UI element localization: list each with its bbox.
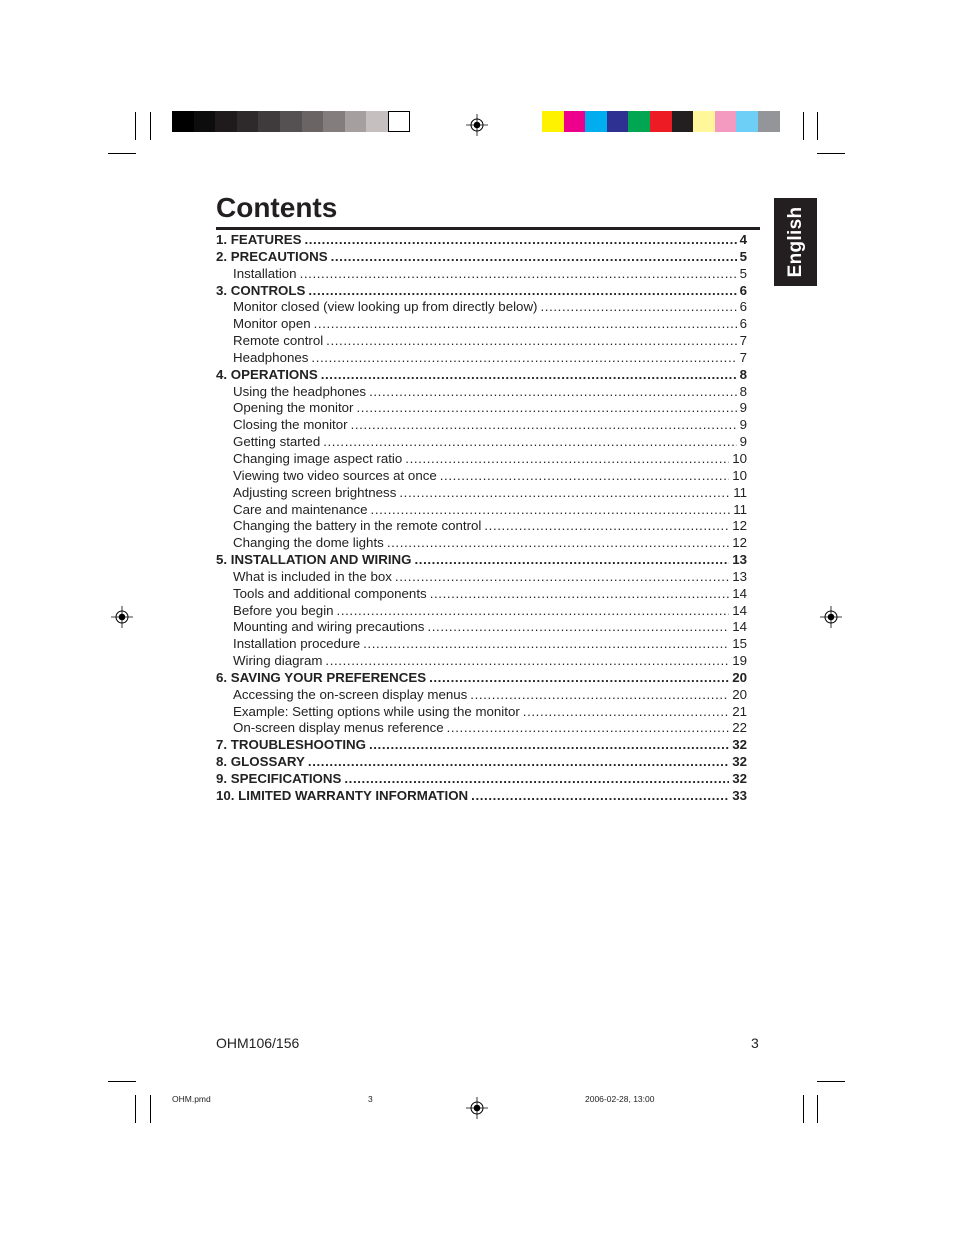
registration-mark-icon [466, 114, 488, 136]
toc-page: 33 [732, 787, 747, 803]
toc-leader [369, 384, 737, 401]
toc-label: Headphones [233, 349, 309, 365]
toc-page: 32 [732, 737, 747, 753]
footer-model: OHM106/156 [216, 1035, 300, 1051]
crop-mark [817, 153, 845, 154]
crop-mark [803, 112, 804, 140]
toc-section [216, 670, 747, 687]
toc-section [216, 249, 747, 266]
toc-label: Wiring diagram [233, 653, 323, 669]
language-tab-label: English [784, 206, 806, 278]
toc-page: 10 [732, 450, 747, 466]
toc-section [216, 367, 747, 384]
crop-mark [135, 112, 136, 140]
toc-label: Monitor open [233, 316, 311, 332]
registration-mark-icon [820, 606, 842, 628]
toc-leader [321, 367, 737, 384]
toc-leader [430, 586, 730, 603]
toc-label: 8. GLOSSARY [216, 754, 305, 770]
toc-page: 9 [739, 400, 747, 416]
crop-mark [108, 153, 136, 154]
toc-page: 11 [733, 484, 747, 500]
toc-entry [216, 586, 747, 603]
crop-mark [817, 1095, 818, 1123]
slug-timestamp: 2006-02-28, 13:00 [585, 1094, 655, 1104]
color-swatch [194, 111, 216, 132]
color-swatch [172, 111, 194, 132]
color-swatch [280, 111, 302, 132]
slug-page: 3 [368, 1094, 373, 1104]
toc-entry [216, 502, 747, 519]
slug-file: OHM.pmd [172, 1094, 211, 1104]
toc-leader [308, 283, 736, 300]
toc-label: What is included in the box [233, 568, 392, 584]
toc-leader [471, 788, 729, 805]
toc-entry [216, 720, 747, 737]
crop-mark [108, 1081, 136, 1082]
toc-page: 32 [732, 754, 747, 770]
toc-page: 13 [732, 552, 747, 568]
toc-label: Changing image aspect ratio [233, 450, 403, 466]
toc-leader [308, 754, 729, 771]
toc-entry [216, 333, 747, 350]
color-swatch [736, 111, 758, 132]
toc-label: 4. OPERATIONS [216, 366, 318, 382]
toc-leader [395, 569, 729, 586]
toc-label: Tools and additional components [233, 585, 427, 601]
color-swatch [302, 111, 324, 132]
toc-leader [369, 737, 729, 754]
color-swatch [672, 111, 694, 132]
toc-leader [484, 518, 729, 535]
toc-label: Closing the monitor [233, 417, 348, 433]
toc-leader [314, 316, 737, 333]
toc-page: 9 [739, 417, 747, 433]
toc-section [216, 737, 747, 754]
toc-leader [304, 232, 736, 249]
toc-leader [300, 266, 737, 283]
toc-label: Installation procedure [233, 636, 361, 652]
toc-section [216, 552, 747, 569]
toc-section [216, 283, 747, 300]
crop-mark [135, 1095, 136, 1123]
toc-page: 7 [739, 333, 747, 349]
toc-entry [216, 636, 747, 653]
toc-label: Installation [233, 265, 297, 281]
toc-section [216, 771, 747, 788]
toc-page: 9 [739, 434, 747, 450]
toc-page: 14 [732, 602, 747, 618]
color-swatch [585, 111, 607, 132]
toc-label: 7. TROUBLESHOOTING [216, 737, 366, 753]
toc-leader [323, 434, 736, 451]
color-swatch [650, 111, 672, 132]
toc-page: 8 [739, 366, 747, 382]
toc-label: Using the headphones [233, 383, 367, 399]
toc-label: Care and maintenance [233, 501, 368, 517]
toc-leader [540, 299, 736, 316]
toc-entry [216, 687, 747, 704]
color-swatch [388, 111, 410, 132]
toc-label: 10. LIMITED WARRANTY INFORMATION [216, 787, 469, 803]
toc-leader [470, 687, 729, 704]
toc-entry [216, 653, 747, 670]
toc-entry [216, 603, 747, 620]
toc-leader [523, 704, 729, 721]
toc-entry [216, 451, 747, 468]
toc-page: 22 [732, 720, 747, 736]
toc-entry [216, 316, 747, 333]
toc-label: Opening the monitor [233, 400, 354, 416]
toc-leader [429, 670, 729, 687]
toc-label: 1. FEATURES [216, 232, 302, 247]
toc-label: 2. PRECAUTIONS [216, 248, 328, 264]
toc-entry [216, 619, 747, 636]
toc-page: 14 [732, 585, 747, 601]
toc-page: 5 [739, 265, 747, 281]
toc-page: 32 [732, 771, 747, 786]
crop-mark [150, 112, 151, 140]
toc-entry [216, 350, 747, 367]
crop-mark [150, 1095, 151, 1123]
toc-leader [356, 400, 736, 417]
toc-page: 19 [732, 653, 747, 669]
toc-entry [216, 704, 747, 721]
toc-entry [216, 434, 747, 451]
page-title: Contents [216, 192, 338, 223]
toc-entry [216, 569, 747, 586]
toc-label: 5. INSTALLATION AND WIRING [216, 552, 412, 568]
color-swatch [237, 111, 259, 132]
toc-leader [326, 333, 736, 350]
color-swatch [323, 111, 345, 132]
toc-entry [216, 266, 747, 283]
toc-page: 6 [739, 316, 747, 332]
language-tab [774, 198, 817, 286]
toc-entry [216, 518, 747, 535]
toc-leader [427, 619, 729, 636]
color-swatch [715, 111, 737, 132]
color-swatch [628, 111, 650, 132]
toc-label: Changing the battery in the remote control [233, 518, 482, 534]
toc-leader [337, 603, 730, 620]
toc-label: Mounting and wiring precautions [233, 619, 425, 635]
color-swatch [693, 111, 715, 132]
toc-leader [344, 771, 729, 788]
toc-leader [405, 451, 729, 468]
toc-label: On-screen display menus reference [233, 720, 444, 736]
toc-page: 20 [732, 669, 747, 685]
color-swatch [366, 111, 388, 132]
toc-label: Example: Setting options while using the monitor [233, 703, 520, 719]
toc-label: Before you begin [233, 602, 334, 618]
color-swatch [215, 111, 237, 132]
toc-section [216, 788, 747, 805]
toc-leader [399, 485, 730, 502]
toc-page: 7 [739, 349, 747, 365]
toc-page: 12 [732, 535, 747, 551]
toc-label: 9. SPECIFICATIONS [216, 771, 342, 786]
toc-section [216, 232, 747, 249]
toc-label: Monitor closed (view looking up from directly below) [233, 299, 538, 315]
toc-page: 12 [732, 518, 747, 534]
toc-page: 13 [732, 568, 747, 584]
toc-leader [387, 535, 729, 552]
toc-entry [216, 468, 747, 485]
color-swatch [345, 111, 367, 132]
toc-leader [351, 417, 737, 434]
toc-leader [325, 653, 729, 670]
toc-label: Viewing two video sources at once [233, 467, 437, 483]
toc-leader [440, 468, 729, 485]
footer-page-number: 3 [751, 1035, 759, 1051]
toc-leader [331, 249, 737, 266]
title-rule [216, 227, 760, 230]
toc-page: 14 [732, 619, 747, 635]
toc-label: Getting started [233, 434, 321, 450]
toc-page: 6 [739, 282, 747, 298]
toc-page: 10 [732, 467, 747, 483]
toc-page: 11 [733, 501, 747, 517]
toc-label: Remote control [233, 333, 324, 349]
color-swatch [758, 111, 780, 132]
color-swatch [607, 111, 629, 132]
crop-mark [803, 1095, 804, 1123]
toc-page: 5 [739, 248, 747, 264]
toc-leader [447, 720, 730, 737]
toc-entry [216, 299, 747, 316]
color-swatch [564, 111, 586, 132]
color-swatch [542, 111, 564, 132]
crop-mark [817, 112, 818, 140]
toc-leader [415, 552, 730, 569]
toc-entry [216, 417, 747, 434]
crop-mark [817, 1081, 845, 1082]
toc-page: 6 [739, 299, 747, 315]
toc-page: 8 [739, 383, 747, 399]
toc-label: 3. CONTROLS [216, 282, 306, 298]
toc-page: 20 [732, 686, 747, 702]
toc-page: 4 [739, 232, 747, 247]
toc-section [216, 754, 747, 771]
toc-label: 6. SAVING YOUR PREFERENCES [216, 669, 427, 685]
toc-page: 15 [732, 636, 747, 652]
toc-label: Accessing the on-screen display menus [233, 686, 468, 702]
toc-entry [216, 535, 747, 552]
registration-mark-icon [466, 1097, 488, 1119]
toc-entry [216, 400, 747, 417]
toc-leader [363, 636, 729, 653]
toc-page: 21 [732, 703, 747, 719]
toc-leader [311, 350, 736, 367]
toc-leader [371, 502, 731, 519]
table-of-contents [216, 232, 747, 805]
toc-label: Adjusting screen brightness [233, 484, 397, 500]
registration-mark-icon [111, 606, 133, 628]
toc-entry [216, 485, 747, 502]
toc-entry [216, 384, 747, 401]
toc-label: Changing the dome lights [233, 535, 384, 551]
color-swatch [258, 111, 280, 132]
